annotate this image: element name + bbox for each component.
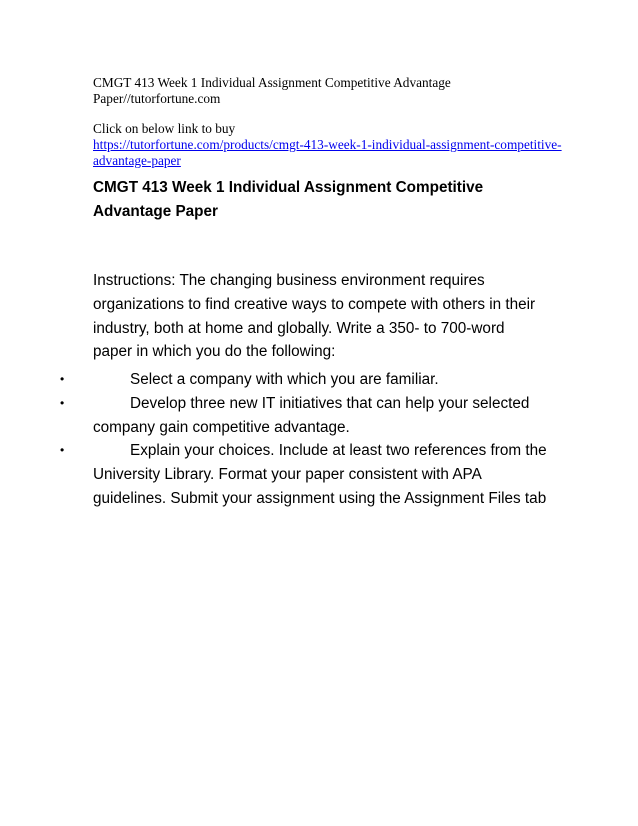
list-item <box>0 439 548 510</box>
instructions-paragraph: Instructions: The changing business environment requires organizations to find creative ways to compete with others in their industry, both at home and globally. Write a 350- to 700-word paper in which you do the following: <box>93 272 536 361</box>
list-item <box>0 392 548 440</box>
bullet-icon: • <box>60 443 65 458</box>
header-title: CMGT 413 Week 1 Individual Assignment Competitive Advantage Paper//tutorfortune.com <box>93 75 451 106</box>
buy-section <box>93 121 563 169</box>
buy-prompt: Click on below link to buy <box>93 121 236 136</box>
bullet-icon: • <box>60 395 65 410</box>
list-item <box>0 368 548 392</box>
list-item-text: Select a company with which you are familiar. <box>130 371 439 388</box>
document-title: CMGT 413 Week 1 Individual Assignment Competitive Advantage Paper <box>93 179 484 220</box>
bullet-icon: • <box>60 372 65 386</box>
list-item-text: Explain your choices. Include at least two references from the University Library. Format your paper consistent with APA guidelines. Submit your assignment using the Assignment Files tab <box>93 442 547 507</box>
list-item-text: Develop three new IT initiatives that can help your selected company gain competitive advantage. <box>93 394 530 436</box>
buy-link[interactable]: https://tutorfortune.com/products/cmgt-413-week-1-individual-assignment-competitive-advantage-paper <box>93 137 562 168</box>
requirements-list <box>0 368 638 511</box>
